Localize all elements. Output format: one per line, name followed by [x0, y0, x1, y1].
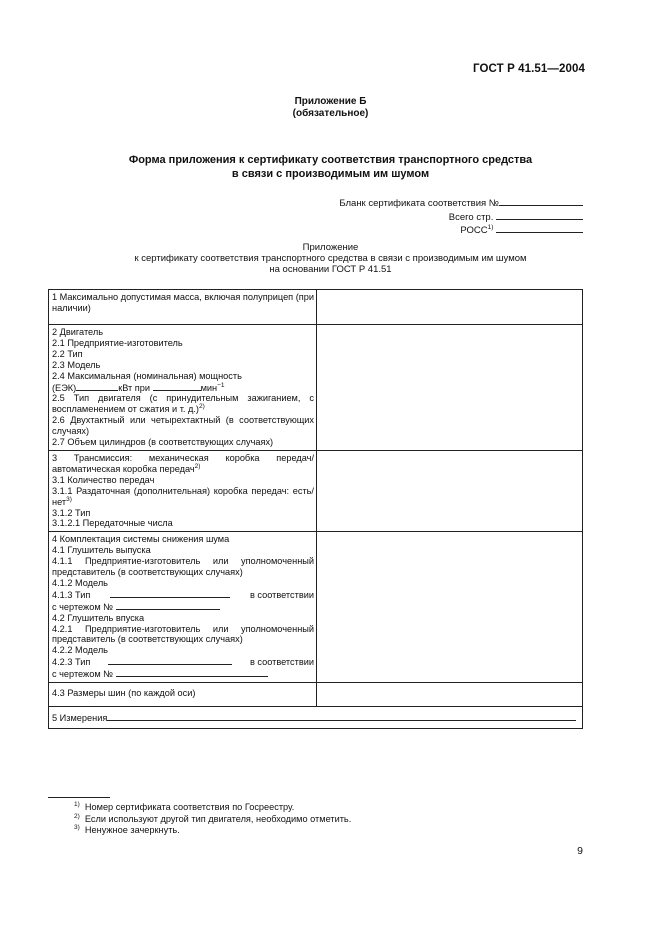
form-title-line1: Форма приложения к сертификату соответствия транспортного средства	[128, 154, 533, 166]
appendix-caption-line2: к сертификату соответствия транспортного средства в связи с производимым им шумом	[134, 253, 527, 264]
page-number: 9	[577, 845, 583, 857]
appendix-status: (обязательное)	[292, 107, 369, 119]
footnote-2: $^{2)}$ Если используют другой тип двигателя, необходимо отметить.	[74, 812, 352, 824]
form-title-line2: в связи с производимым им шумом	[231, 168, 430, 180]
appendix-caption-line1: Приложение	[302, 242, 359, 253]
power-rpm-field[interactable]	[153, 382, 201, 391]
appendix-heading	[0, 96, 661, 119]
intake-drawing-field[interactable]	[116, 668, 268, 677]
transmission-value-cell[interactable]	[317, 450, 583, 531]
footnotes	[74, 802, 351, 837]
table-row	[49, 683, 583, 707]
noise-system-section: 4 Комплектация системы снижения шума 4.1 Глушитель выпуска 4.1.1 Предприятие-изготовитель или уполномоченный представитель (в соответствующих случаях) 4.1.2 Модель 4.1.3 Тип в соответствии с чертежом № 4.2 Глушитель впуска 4.2.1 Предприятие-изготовитель или уполномоченный представитель (в соответствующих случаях) 4.2.2 Модель 4.2.3 Тип в соответствии с чертежом №	[49, 532, 317, 683]
table-row	[49, 707, 583, 729]
pages-label: Всего стр.	[448, 211, 494, 223]
engine-value-cell[interactable]	[317, 325, 583, 451]
table-row	[49, 532, 583, 683]
power-kw-field[interactable]	[76, 382, 118, 391]
exhaust-drawing-field[interactable]	[116, 601, 220, 610]
tire-sizes-label: 4.3 Размеры шин (по каждой оси)	[49, 683, 317, 707]
max-mass-value-cell[interactable]	[317, 290, 583, 325]
table-row	[49, 290, 583, 325]
intake-type-field[interactable]	[108, 656, 232, 665]
measurements-field[interactable]	[107, 712, 576, 721]
ross-field[interactable]	[496, 223, 583, 233]
measurements-row: 5 Измерения	[49, 707, 583, 729]
table-row	[49, 325, 583, 451]
certificate-form-table	[48, 289, 583, 729]
transmission-section: 3 Трансмиссия: механическая коробка передач/автоматическая коробка передач$^{2)}$ 3.1 Количество передач 3.1.1 Раздаточная (дополнительная) коробка передач: есть/нет$^{3)}$ 3.1.2 Тип 3.1.2.1 Передаточные числа	[49, 450, 317, 531]
standard-header: ГОСТ Р 41.51—2004	[473, 63, 585, 75]
engine-power-line: (ЕЭК) кВт при мин$^{-1}$	[52, 381, 225, 393]
appendix-title: Приложение Б	[294, 96, 367, 107]
ross-label: РОСС	[460, 225, 488, 236]
appendix-caption-line3: на основании ГОСТ Р 41.51	[269, 264, 392, 275]
engine-section: 2 Двигатель 2.1 Предприятие-изготовитель 2.2 Тип 2.3 Модель 2.4 Максимальная (номинальная) мощность (ЕЭК) кВт при мин$^{-1}$ 2.5 Тип двигателя (с принудительным зажиганием, с воспламенением от сжатия и т. д.)$^{2)}$ 2.6 Двухтактный или четырехтактный (в соответствующих случаях) 2.7 Объем цилиндров (в соответствующих случаях)	[49, 325, 317, 451]
form-title	[0, 153, 661, 181]
cert-number-field[interactable]	[499, 196, 583, 206]
tire-sizes-value-cell[interactable]	[317, 683, 583, 707]
table-row	[49, 450, 583, 531]
footnote-3: $^{3)}$ Ненужное зачеркнуть.	[74, 823, 180, 835]
appendix-caption	[0, 242, 661, 275]
max-mass-label: 1 Максимально допустимая масса, включая полуприцеп (при наличии)	[49, 290, 317, 325]
cert-number-label: Бланк сертификата соответствия №	[339, 198, 499, 209]
noise-system-value-cell[interactable]	[317, 532, 583, 683]
exhaust-type-field[interactable]	[110, 589, 230, 598]
certificate-blank-block	[339, 196, 583, 237]
ross-footnote-ref: 1)	[487, 223, 494, 231]
footnote-divider	[48, 797, 110, 798]
footnote-1: $^{1)}$ Номер сертификата соответствия по Госреестру.	[74, 800, 295, 812]
pages-field[interactable]	[496, 210, 583, 220]
